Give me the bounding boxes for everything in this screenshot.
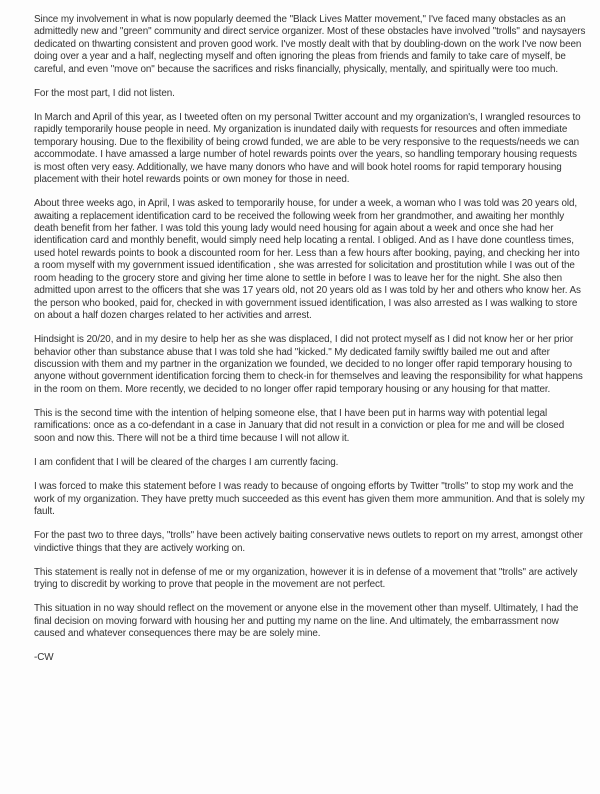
paragraph-confident: I am confident that I will be cleared of the charges I am currently facing. [34,456,339,468]
paragraph-defense-of-movement: This statement is really not in defense of me or my organization, however it is in defense of a movement that "trolls" are actively trying to discredit by working to prove that people in the movement are not perfect. [34,566,578,591]
paragraph-trolls-baiting: For the past two to three days, "trolls" have been actively baiting conservative news outlets to report on my arrest, amongst other vindictive things that they are actively working on. [34,530,583,554]
paragraph-did-not-listen: For the most part, I did not listen. [34,87,175,99]
paragraph-temporary-housing: In March and April of this year, as I tweeted often on my personal Twitter account and my organization's, I wrangled resources to rapidly temporarily house people in need. My organization is inundated daily with requests for resources and often immediate temporary housing. Due to the flexibility of being crowd funded, we are able to be very responsive to the requests/needs we can accommodate. I have amassed a large number of hotel rewards points over the years, so handling temporary housing requests is most often very easy. Additionally, we have many donors who have and will book hotel rooms for rapid temporary housing placement with their hotel rewards points or own money for those in need. [34,112,581,186]
paragraph-responsibility: This situation in no way should reflect on the movement or anyone else in the movement other than myself. Ultimately, I had the final decision on moving forward with housing her and putting my name on the line. And ultimately, the embarrassment now caused and whatever consequences there may be are solely mine. [34,603,579,640]
paragraph-second-time: This is the second time with the intention of helping someone else, that I have been put in harms way with potential legal ramifications: once as a co-defendant in a case in January that did not result in a conviction or plea for me and will be closed soon and now this. There will not be a third time because I will not allow it. [34,407,565,444]
signature: -CW [34,652,54,664]
paragraph-forced-statement: I was forced to make this statement before I was ready to because of ongoing efforts by Twitter "trolls" to stop my work and the work of my organization. They have pretty much succeeded as this event has given them more ammunition. And that is solely my fault. [34,481,585,517]
paragraph-hindsight: Hindsight is 20/20, and in my desire to help her as she was displaced, I did not protect myself as I did not know her or her prior behavior other than substance abuse that I was told she had "kicked." My dedicated family swiftly bailed me out and after discussion with them and my partner in the organization we founded, we decided to no longer offer rapid temporary housing to anyone without government identification forcing them to check-in for themselves and leaving the responsibility for what happens in the room on them. More recently, we decided to no longer offer rapid temporary housing or any housing for that matter. [34,334,583,395]
paragraph-arrest-account: About three weeks ago, in April, I was asked to temporarily house, for under a week, a woman who I was told was 20 years old, awaiting a replacement identification card to be received the following week from her grandmother, and awaiting her monthly death benefit from her father. I was told this young lady would need housing for again about a week and once she had her identification card and monthly benefit, would simply need help locating a rental. I obliged. And as I have done countless times, used hotel rewards points to book a discounted room for her. Less than a few hours after booking, paying, and checking her into a room myself with my government issued identification , she was arrested for solicitation and prostitution while I was out of the room heading to the grocery store and giving her time alone to settle in before I was to leave her for the night. She also then admitted upon arrest to the officers that she was 17 years old, not 20 years old as I was told by her and others who know her. As the person who booked, paid for, checked in with government issued identification, I was also arrested as I was walking to store on about a half dozen charges related to her activities and arrest. [34,198,581,321]
paragraph-intro: Since my involvement in what is now popularly deemed the "Black Lives Matter movement," I've faced many obstacles as an admittedly new and "green" community and direct service organizer. Most of these obstacles have involved "trolls" and naysayers dedicated on thwarting consistent and proven good work. I've mostly dealt with that by doubling-down on the work I've now been doing over a year and a half, neglecting myself and often ignoring the pleas from friends and family to take care of myself, be careful, and even "move on" because the sacrifices and risks financially, physically, mentally, and spiritually were too much. [34,14,586,75]
